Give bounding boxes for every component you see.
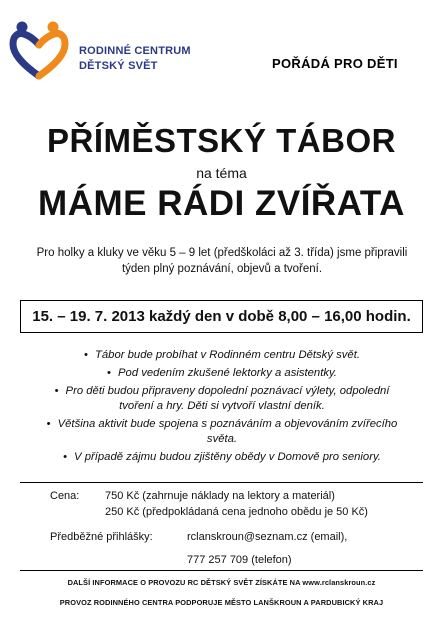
list-item — [14, 366, 430, 382]
intro-text — [14, 245, 430, 277]
registration-phone: 777 257 709 (telefon) — [187, 554, 292, 566]
title-connector: na téma — [196, 165, 247, 181]
list-item-text: světa. — [206, 433, 238, 446]
brand-name — [79, 44, 191, 74]
brand-line-1: RODINNÉ CENTRUM — [79, 45, 191, 57]
divider — [20, 570, 423, 571]
list-item-text: V případě zájmu budou zjištěny obědy v Domově pro seniory. — [74, 451, 381, 464]
bullet-icon: • — [84, 349, 88, 361]
date-text: 15. – 19. 7. 2013 každý den v době 8,00 – 16,00 hodin. — [32, 308, 411, 325]
tagline: POŘÁDÁ PRO DĚTI — [272, 56, 398, 71]
bullet-icon: • — [63, 451, 68, 464]
header — [0, 0, 443, 100]
camp-theme: MÁME RÁDI ZVÍŘATA — [38, 184, 405, 223]
divider — [20, 482, 423, 483]
list-item-text: Většina aktivit bude spojena s poznáváním a objevováním zvířecího — [57, 417, 398, 430]
registration-label: Předběžné přihlášky: — [50, 531, 153, 543]
price-line-1: 750 Kč (zahrnuje náklady na lektory a materiál) — [105, 490, 335, 502]
date-box — [20, 300, 423, 333]
registration-email: rclanskroun@seznam.cz (email), — [187, 531, 348, 543]
intro-line-2: týden plný poznávání, objevů a tvoření. — [121, 263, 323, 275]
bullet-icon: • — [54, 384, 59, 397]
price-label: Cena: — [50, 490, 80, 502]
footer-support: PROVOZ RODINNÉHO CENTRA PODPORUJE MĚSTO LANŠKROUN A PARDUBICKÝ KRAJ — [59, 598, 384, 607]
heart-logo-icon — [8, 18, 70, 80]
list-item-text: Pro děti budou připraveny dopolední poznávací výlety, odpolední — [65, 384, 390, 397]
list-item — [14, 348, 430, 364]
list-item-text: tvoření a hry. Děti si vytvoří vlastní deník. — [119, 400, 325, 413]
brand-line-2: DĚTSKÝ SVĚT — [79, 60, 158, 72]
list-item — [14, 384, 430, 415]
feature-list — [14, 348, 430, 468]
bullet-icon: • — [46, 417, 51, 430]
list-item — [14, 450, 430, 466]
footer-info: DALŠÍ INFORMACE O PROVOZU RC DĚTSKÝ SVĚT ZÍSKÁTE NA www.rclanskroun.cz — [67, 578, 376, 587]
list-item-text: Tábor bude probíhat v Rodinném centru Dětský svět. — [94, 349, 360, 361]
intro-line-1: Pro holky a kluky ve věku 5 – 9 let (předškoláci až 3. třída) jsme připravili — [36, 247, 408, 259]
bullet-icon: • — [107, 366, 112, 379]
list-item-text: Pod vedením zkušené lektorky a asistentky. — [118, 366, 337, 379]
camp-title: PŘÍMĚSTSKÝ TÁBOR — [46, 122, 397, 159]
list-item — [14, 417, 430, 448]
price-line-2: 250 Kč (předpokládaná cena jednoho obědu je 50 Kč) — [105, 506, 368, 518]
